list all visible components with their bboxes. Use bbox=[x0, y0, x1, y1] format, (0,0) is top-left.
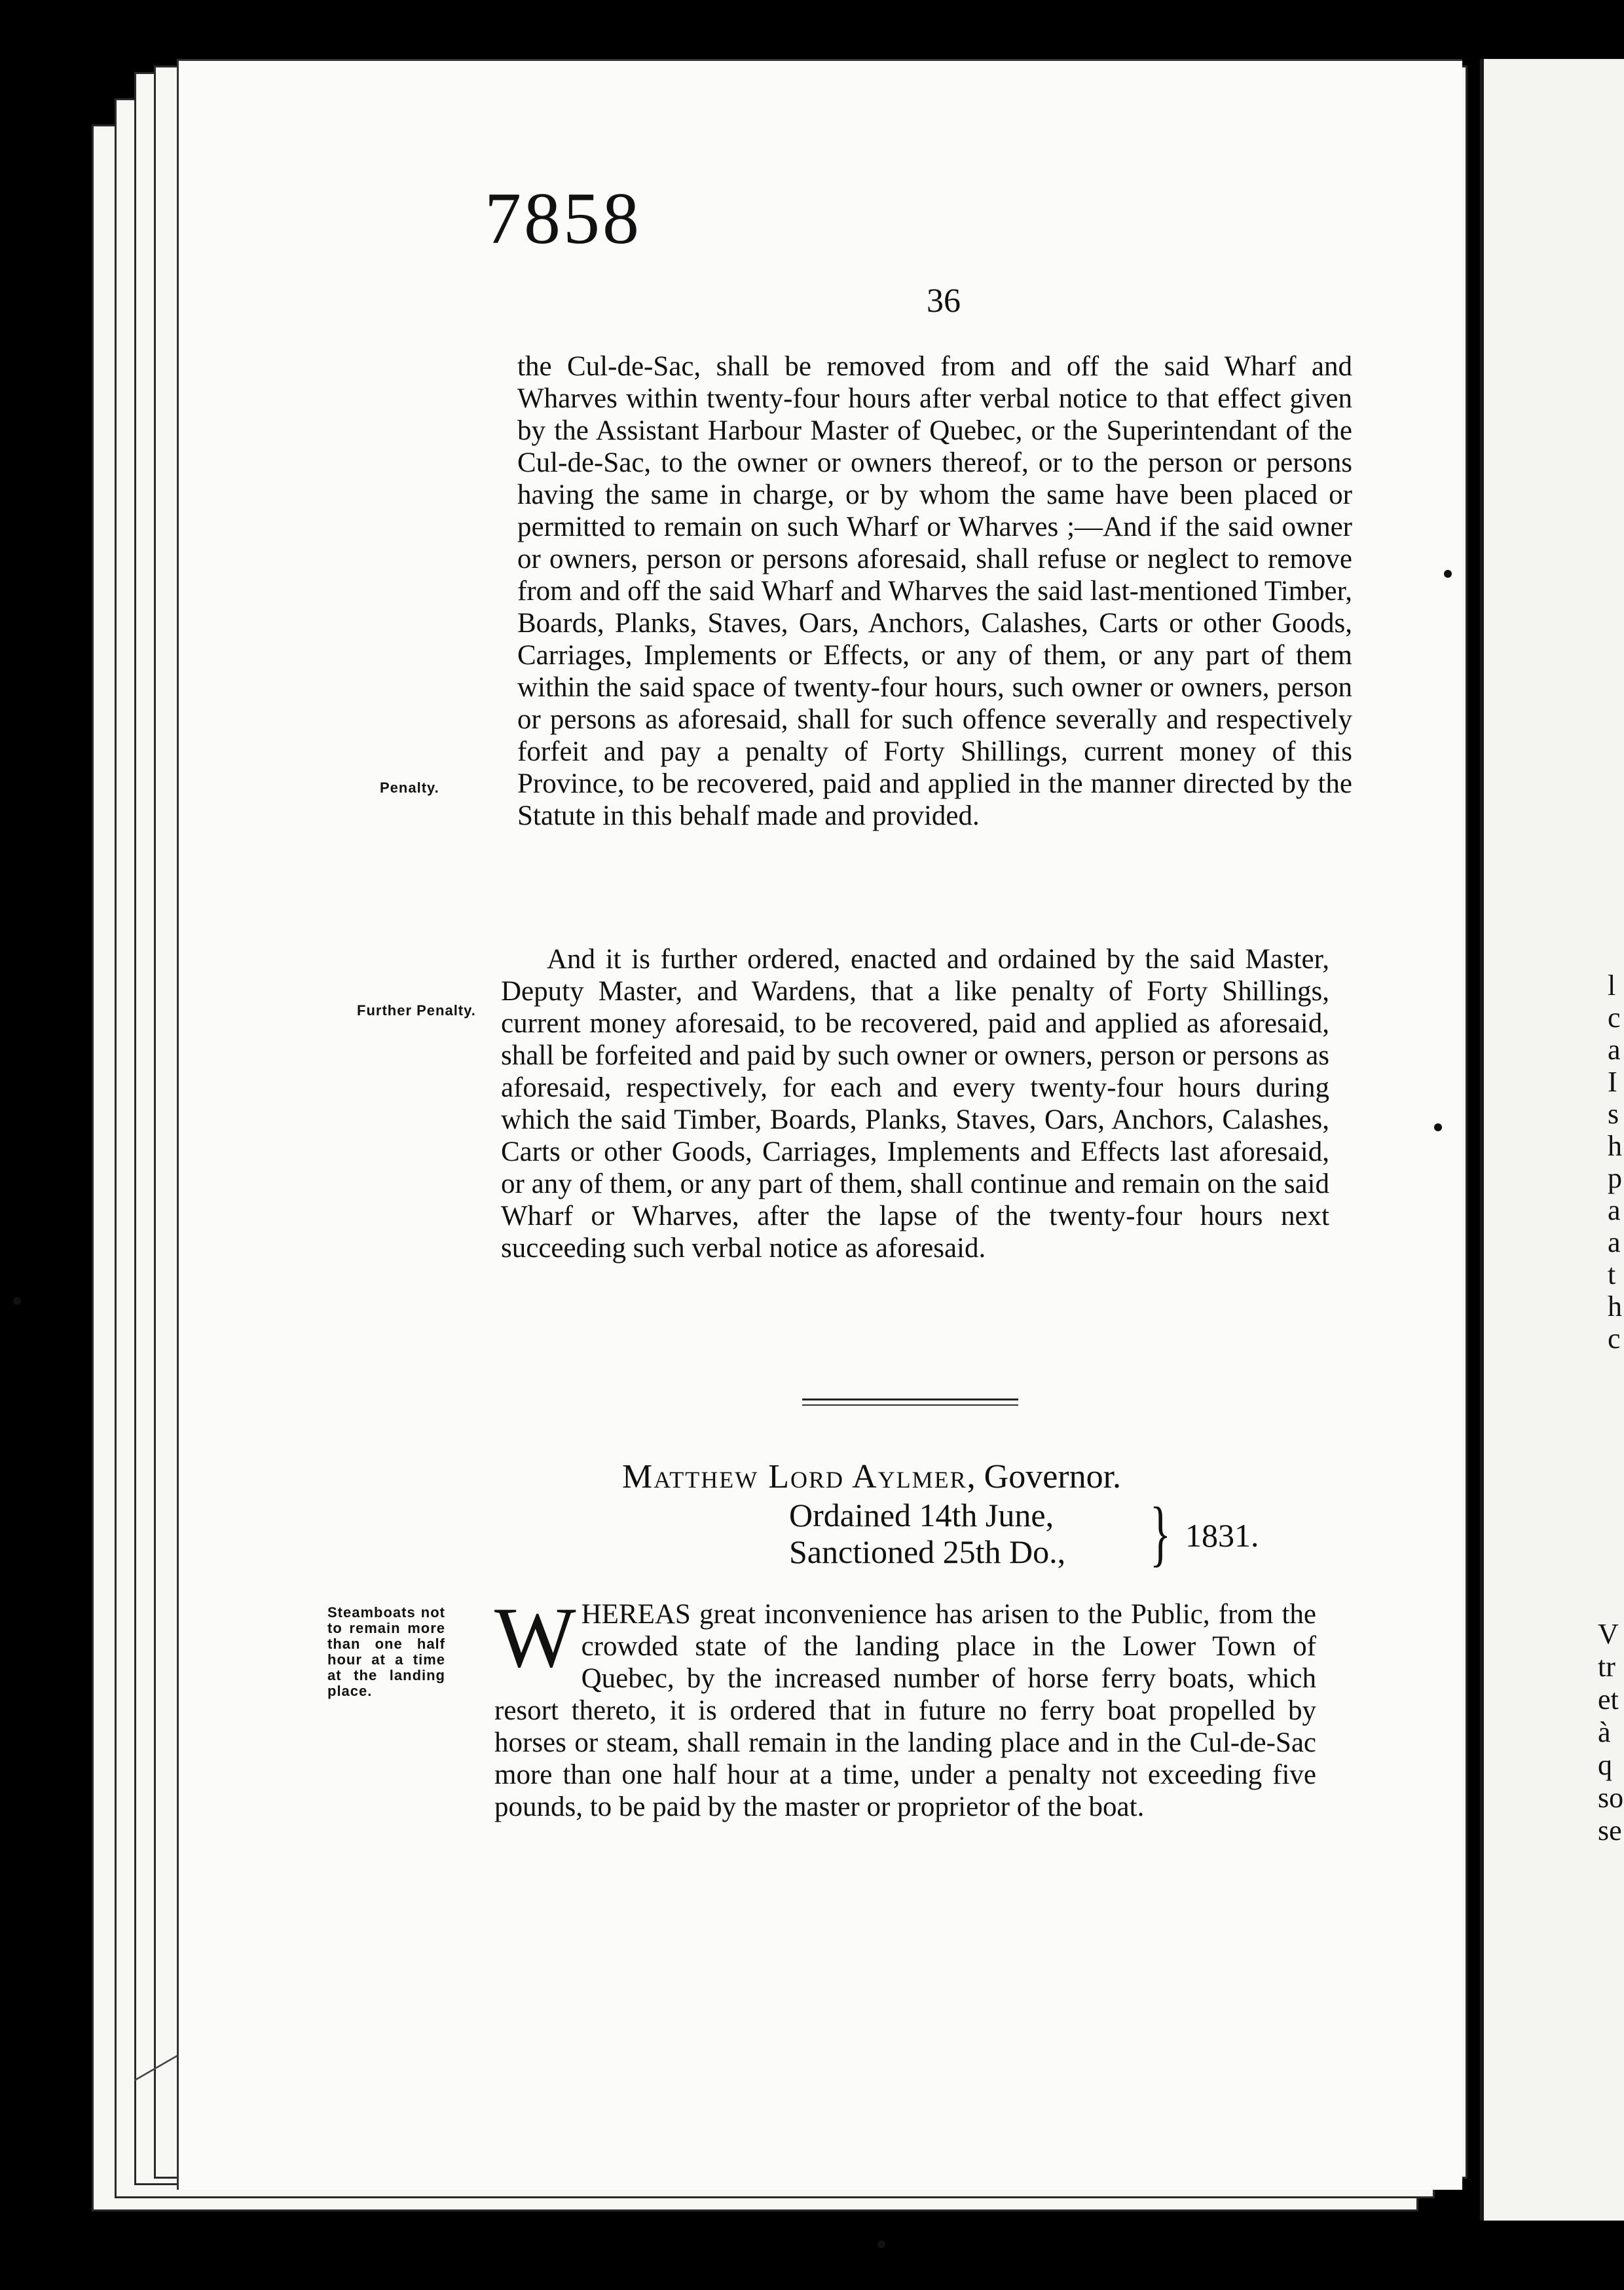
governor-title: , Governor. bbox=[967, 1458, 1122, 1495]
paragraph-3 bbox=[494, 1589, 1316, 1823]
ink-speck bbox=[1444, 570, 1452, 578]
governor-name: Matthew Lord Aylmer bbox=[622, 1458, 967, 1495]
governor-line bbox=[622, 1457, 1121, 1496]
paragraph-2: And it is further ordered, enacted and ordained by the said Master, Deputy Master, and Wardens, that a like penalty of Forty Shillings, current money aforesaid, to be recovered, paid and applied as aforesaid, shall be forfeited and paid by such owner or owners, person or persons as aforesaid, respectively, for each and every twenty-four hours during which the said Timber, Boards, Planks, Staves, Oars, Anchors, Calashes, Carts or other Goods, Carriages, Implements and Effects last aforesaid, or any of them, or any part of them, shall continue and remain on the said Wharf or Wharves, after the lapse of the twenty-four hours next succeeding such verbal notice as aforesaid. bbox=[501, 944, 1329, 1264]
page-number: 36 bbox=[927, 282, 961, 320]
section-divider bbox=[802, 1398, 1018, 1406]
margin-note-penalty: Penalty. bbox=[380, 779, 439, 796]
drop-cap: W bbox=[494, 1589, 576, 1685]
facing-page-fragment-lower: V tr et à q so se bbox=[1598, 1618, 1624, 1847]
ordained-line: Ordained 14th June, bbox=[789, 1497, 1054, 1533]
year: 1831. bbox=[1185, 1517, 1259, 1554]
margin-note-steamboats: Steamboats not to remain more than one half hour at a time at the landing place. bbox=[327, 1604, 445, 1699]
paragraph-3-text: HEREAS great inconvenience has arisen to the Public, from the crowded state of the landing place in the Lower Town of Quebec, by the increased number of horse ferry boats, which resort thereto, it is ordered that in future no ferry boat propelled by horses or steam, shall remain in the landing place and in the Cul-de-Sac more than one half hour at a time, under a penalty not exceeding five pounds, to be paid by the master or proprietor of the boat. bbox=[494, 1599, 1316, 1822]
archive-stamp-number: 7858 bbox=[485, 178, 642, 259]
brace-icon: } bbox=[1149, 1493, 1172, 1574]
margin-note-further-penalty: Further Penalty. bbox=[357, 1002, 476, 1019]
ink-speck bbox=[877, 2240, 885, 2248]
date-block bbox=[789, 1497, 1065, 1570]
ink-speck bbox=[1434, 1123, 1442, 1131]
facing-page-fragment: l c a I s h p a a t h c bbox=[1608, 969, 1622, 1355]
ink-speck bbox=[13, 1297, 21, 1305]
paragraph-1: the Cul-de-Sac, shall be removed from and off the said Wharf and Wharves within twenty-four hours after verbal notice to that effect given by the Assistant Harbour Master of Quebec, or the Superintendant of the Cul-de-Sac, to the owner or owners thereof, or to the person or persons having the same in charge, or by whom the same have been placed or permitted to remain on such Wharf or Wharves ;—And if the said owner or owners, person or persons aforesaid, shall refuse or neglect to remove from and off the said Wharf and Wharves the said last-mentioned Timber, Boards, Planks, Staves, Oars, Anchors, Calashes, Carts or other Goods, Carriages, Implements or Effects, or any of them, or any part of them within the said space of twenty-four hours, such owner or owners, person or persons as aforesaid, shall for such offence severally and respectively forfeit and pay a penalty of Forty Shillings, current money of this Province, to be recovered, paid and applied in the manner directed by the Statute in this behalf made and provided. bbox=[517, 351, 1352, 831]
facing-page bbox=[1480, 59, 1624, 2221]
sanctioned-line: Sanctioned 25th Do., bbox=[789, 1533, 1066, 1570]
